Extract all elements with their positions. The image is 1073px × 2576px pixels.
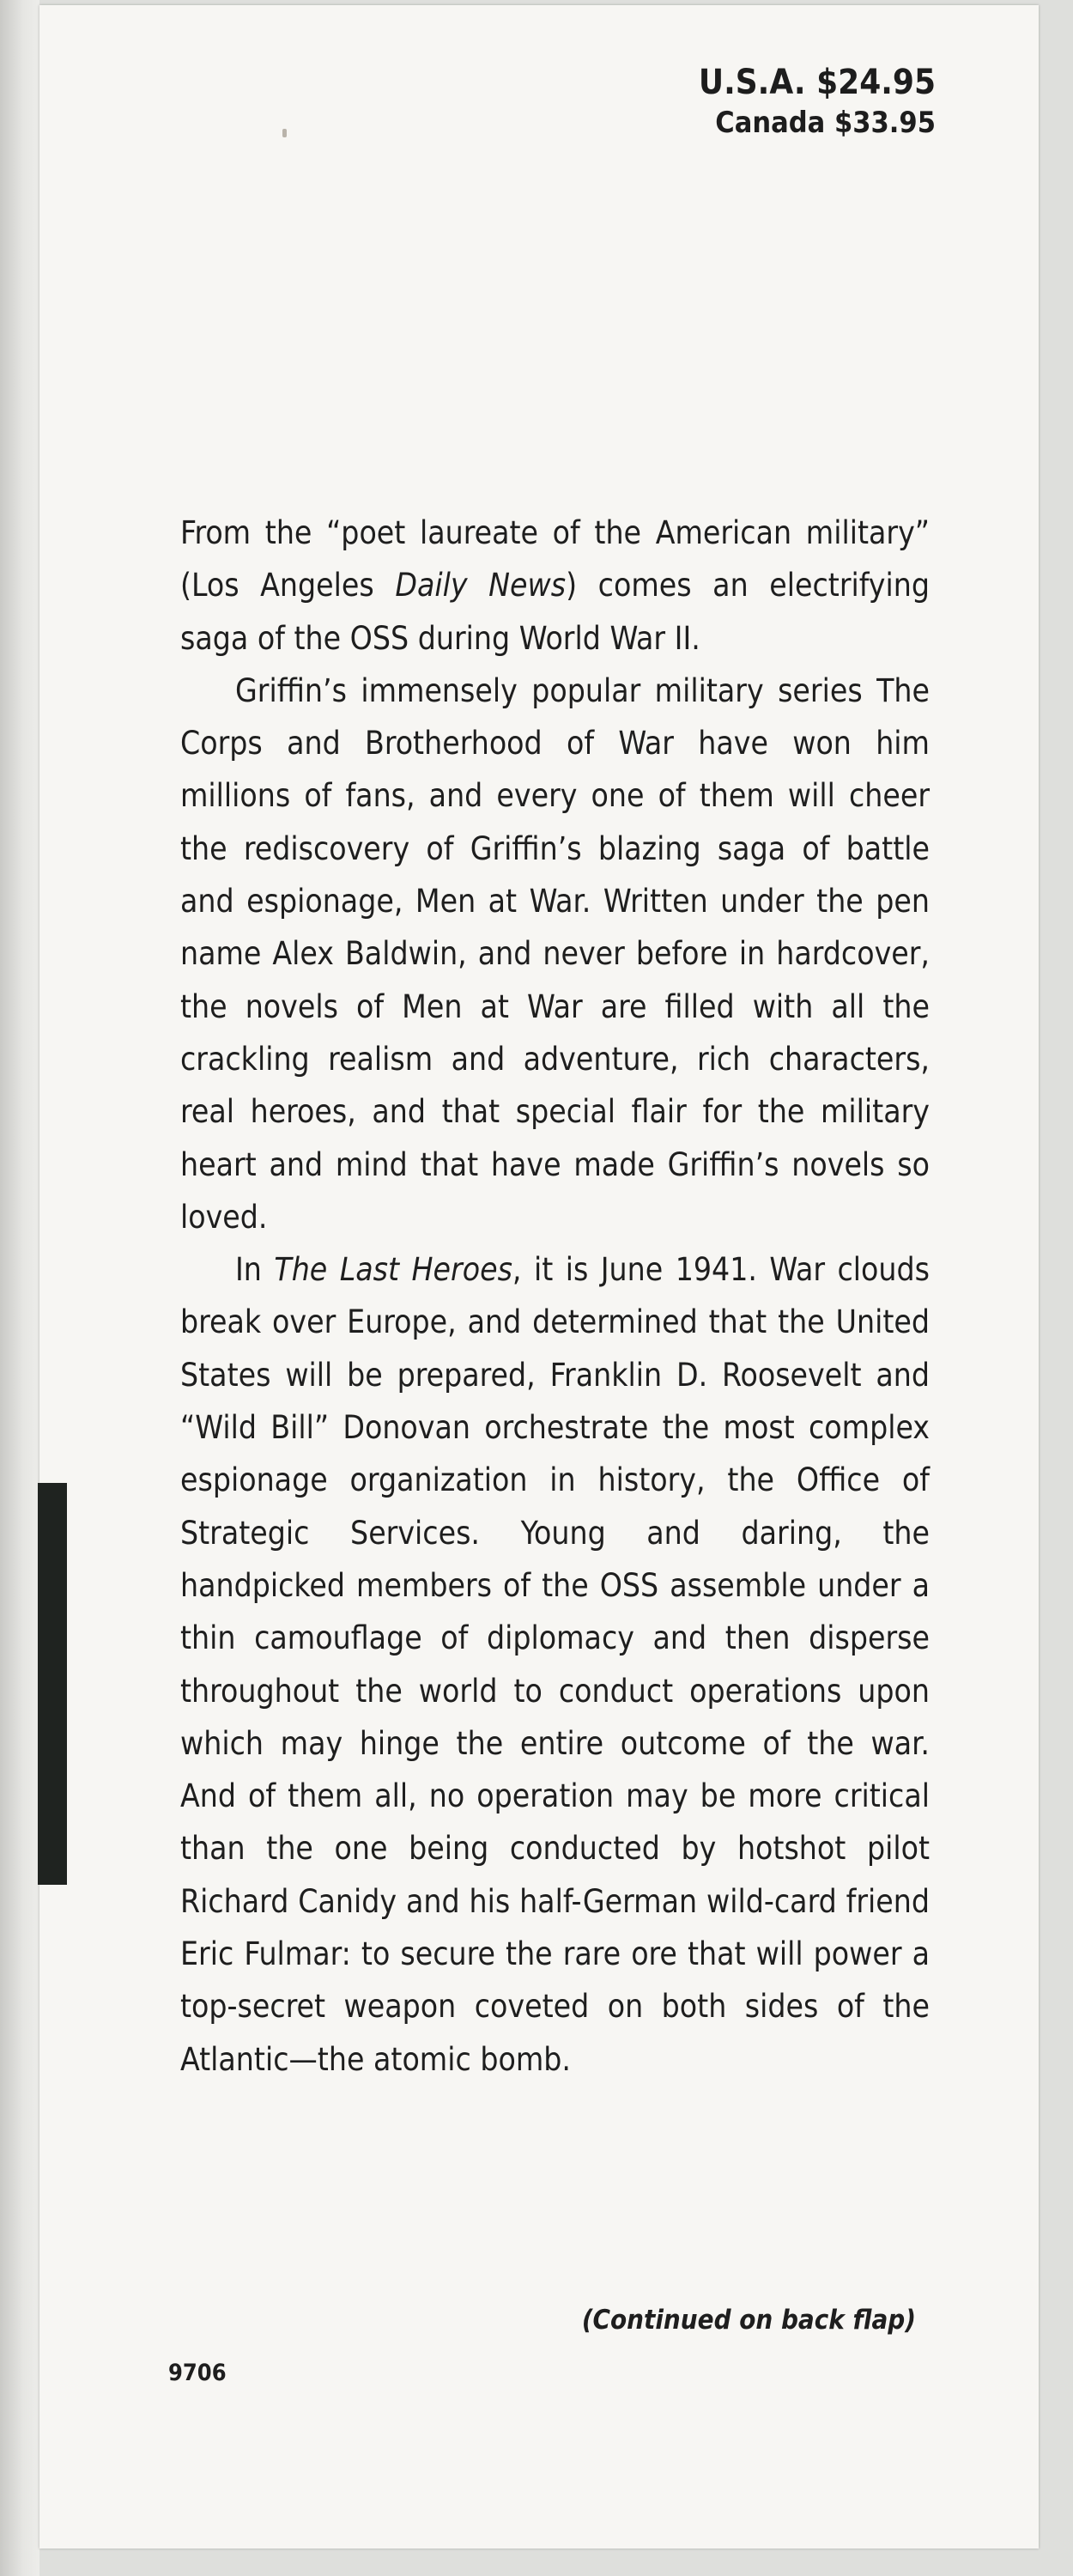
blurb-paragraph-intro xyxy=(180,507,930,665)
blurb-p1-italic: Daily News xyxy=(395,567,567,605)
continued-note: (Continued on back flap) xyxy=(581,2305,916,2336)
blurb-paragraph-plot xyxy=(180,1243,930,2086)
spine-edge-strip xyxy=(38,1483,67,1885)
paper-speck xyxy=(282,129,287,137)
blurb-p3-italic: The Last Heroes xyxy=(274,1251,512,1289)
blurb-paragraph-series: Griffin’s immensely popular military series The Corps and Brotherhood of War have won him millions of fans, and every one of them will cheer the rediscovery of Griffin’s blazing saga of battle and espionage, Men at War. Written under the pen name Alex Baldwin, and never before in hardcover, the novels of Men at War are filled with all the crackling realism and adventure, rich characters, real heroes, and that special flair for the military heart and mind that have made Griffin’s novels so loved. xyxy=(180,671,930,1236)
blurb-p3-text-a: In xyxy=(235,1251,275,1289)
price-block xyxy=(698,63,936,140)
blurb-p1-text-a: From the “poet laureate of the American military” (Los Angeles xyxy=(180,514,930,605)
flap-blurb xyxy=(180,507,930,2086)
blurb-p3-text-b: , it is June 1941. War clouds break over Europe, and determined that the United States will be prepared, Franklin D. Roosevelt and “Wild Bill” Donovan orchestrate the most complex espionage organization in history, the Office of Strategic Services. Young and daring, the handpicked members of the OSS assemble under a thin camouflage of diplomacy and then disperse throughout the world to conduct operations upon which may hinge the entire outcome of the war. And of them all, no operation may be more critical than the one being conducted by hotshot pilot Richard Canidy and his half-German wild-card friend Eric Fulmar: to secure the rare ore that will power a top-secret weapon coveted on both sides of the Atlantic—the atomic bomb. xyxy=(180,1251,930,2078)
fold-shadow xyxy=(0,0,39,2576)
blurb-p1-text-b: ) comes an electrifying saga of the OSS during World War II. xyxy=(180,567,930,657)
price-canada: Canada $33.95 xyxy=(715,106,936,140)
catalog-code: 9706 xyxy=(168,2360,227,2386)
price-usa: U.S.A. $24.95 xyxy=(698,63,936,102)
